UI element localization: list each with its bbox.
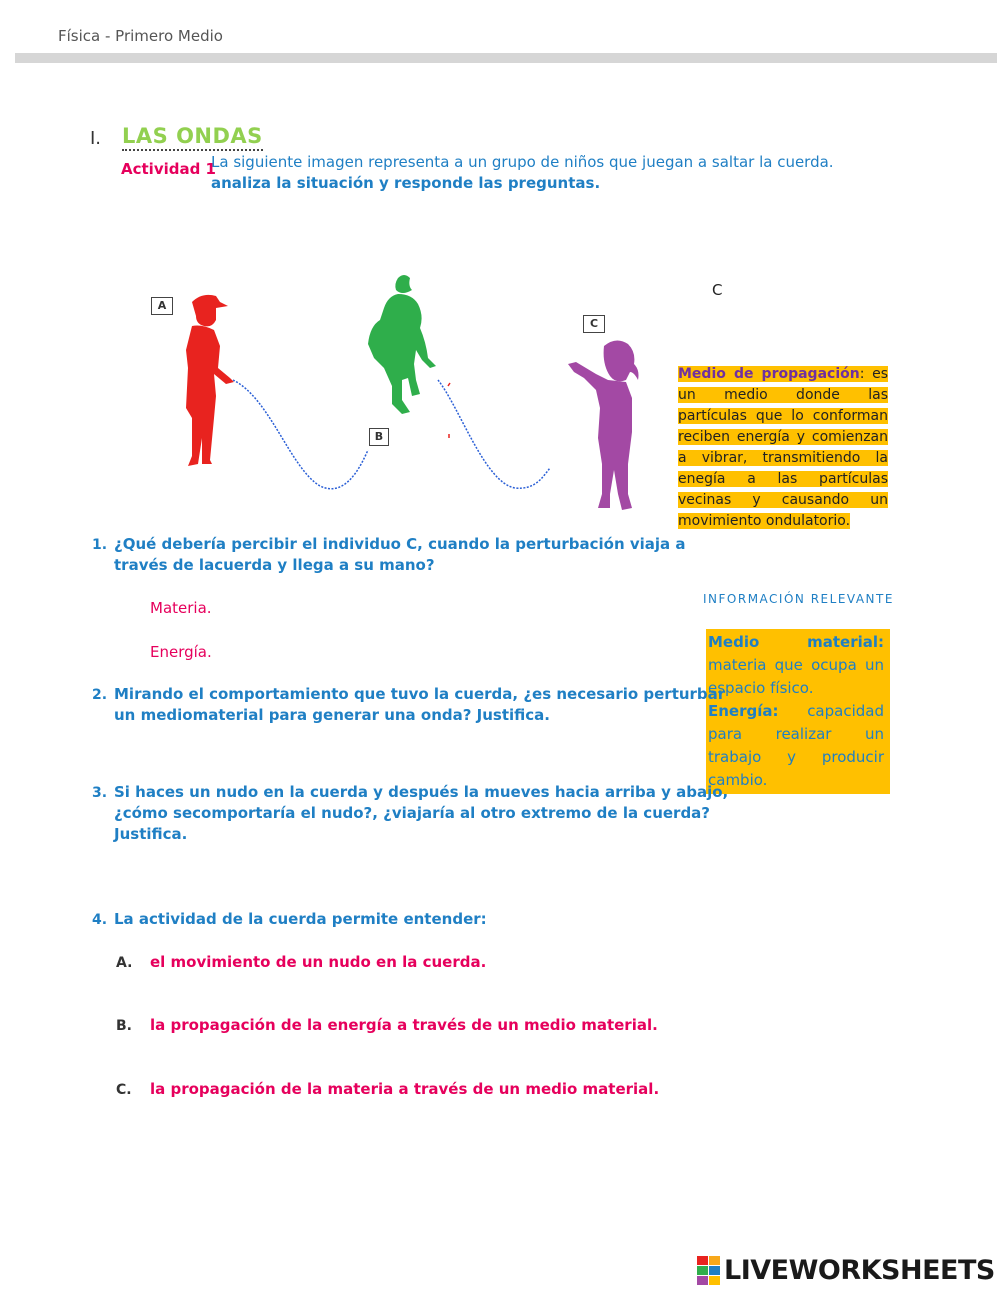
child-c-silhouette	[568, 340, 639, 510]
propagation-term: Medio de propagación	[678, 366, 860, 382]
q4-option-a-letter: A.	[116, 955, 133, 971]
question-4-number: 4.	[92, 912, 108, 928]
q4-option-c[interactable]: la propagación de la materia a través de un medio material.	[150, 1080, 660, 1098]
question-1-line-2: través de lacuerda y llega a su mano?	[114, 556, 435, 574]
relevant-info-box	[706, 629, 890, 794]
q4-option-a[interactable]: el movimiento de un nudo en la cuerda.	[150, 953, 487, 971]
question-1-number: 1.	[92, 537, 108, 553]
rope-right-segment	[438, 380, 550, 488]
question-2-line-1: Mirando el comportamiento que tuvo la cuerda, ¿es necesario perturbar	[114, 685, 726, 703]
info-term-material: Medio material:	[708, 633, 884, 651]
figure-label-a: A	[151, 297, 173, 315]
info-term-energy: Energía:	[708, 702, 779, 720]
question-3-line-1: Si haces un nudo en la cuerda y después la mueves hacia arriba y abajo,	[114, 783, 729, 801]
info-text-energy: capacidad para realizar un trabajo y producir cambio.	[708, 702, 884, 789]
question-2-number: 2.	[92, 687, 108, 703]
activity-intro	[211, 152, 889, 194]
document-header-title: Física - Primero Medio	[58, 27, 223, 45]
q4-option-b[interactable]: la propagación de la energía a través de un medio material.	[150, 1016, 658, 1034]
figure-label-c: C	[583, 315, 605, 333]
propagation-text: : es un medio donde las partículas que lo conforman reciben energía y comienzan a vibrar, transmitiendo la enegía a las partículas vecinas y causando un movimiento ondulatorio.	[678, 366, 889, 529]
question-3-line-2: ¿cómo secomportaría el nudo?, ¿viajaría al otro extremo de la cuerda?	[114, 804, 711, 822]
child-a-silhouette	[186, 295, 234, 466]
q4-option-b-letter: B.	[116, 1018, 132, 1034]
question-2-text	[114, 684, 725, 726]
intro-bold-text: analiza la situación y responde las preguntas.	[211, 174, 601, 192]
jump-rope-illustration	[140, 268, 660, 518]
section-title: LAS ONDAS	[122, 124, 263, 151]
question-3-text	[114, 782, 728, 845]
question-1-line-1: ¿Qué debería percibir el individuo C, cuando la perturbación viaja a	[114, 535, 686, 553]
figure-label-b: B	[369, 428, 389, 446]
child-b-silhouette	[368, 275, 436, 414]
propagation-definition-box	[678, 364, 888, 532]
rope-mark	[448, 383, 450, 386]
question-1-text	[114, 534, 686, 576]
q4-option-c-letter: C.	[116, 1082, 132, 1098]
section-number: I.	[90, 128, 102, 149]
info-text-material: materia que ocupa un espacio físico.	[708, 656, 884, 697]
question-3-number: 3.	[92, 785, 108, 801]
liveworksheets-logo	[697, 1255, 995, 1285]
logo-text: LIVEWORKSHEETS	[724, 1254, 995, 1286]
question-2-line-2: un mediomaterial para generar una onda? Justifica.	[114, 706, 550, 724]
relevant-info-title: INFORMACIÓN RELEVANTE	[703, 592, 894, 606]
q1-option-energia[interactable]: Energía.	[150, 643, 212, 661]
header-divider	[15, 53, 997, 63]
activity-label: Actividad 1	[121, 160, 216, 178]
intro-plain-text: La siguiente imagen representa a un grupo de niños que juegan a saltar la cuerda.	[211, 153, 834, 171]
logo-blocks-icon	[697, 1256, 720, 1285]
question-4-text: La actividad de la cuerda permite entender:	[114, 910, 487, 928]
q1-option-materia[interactable]: Materia.	[150, 599, 212, 617]
rope-left-segment	[233, 380, 368, 489]
figure-label-c-loose: C	[712, 281, 723, 299]
question-3-line-3: Justifica.	[114, 825, 188, 843]
